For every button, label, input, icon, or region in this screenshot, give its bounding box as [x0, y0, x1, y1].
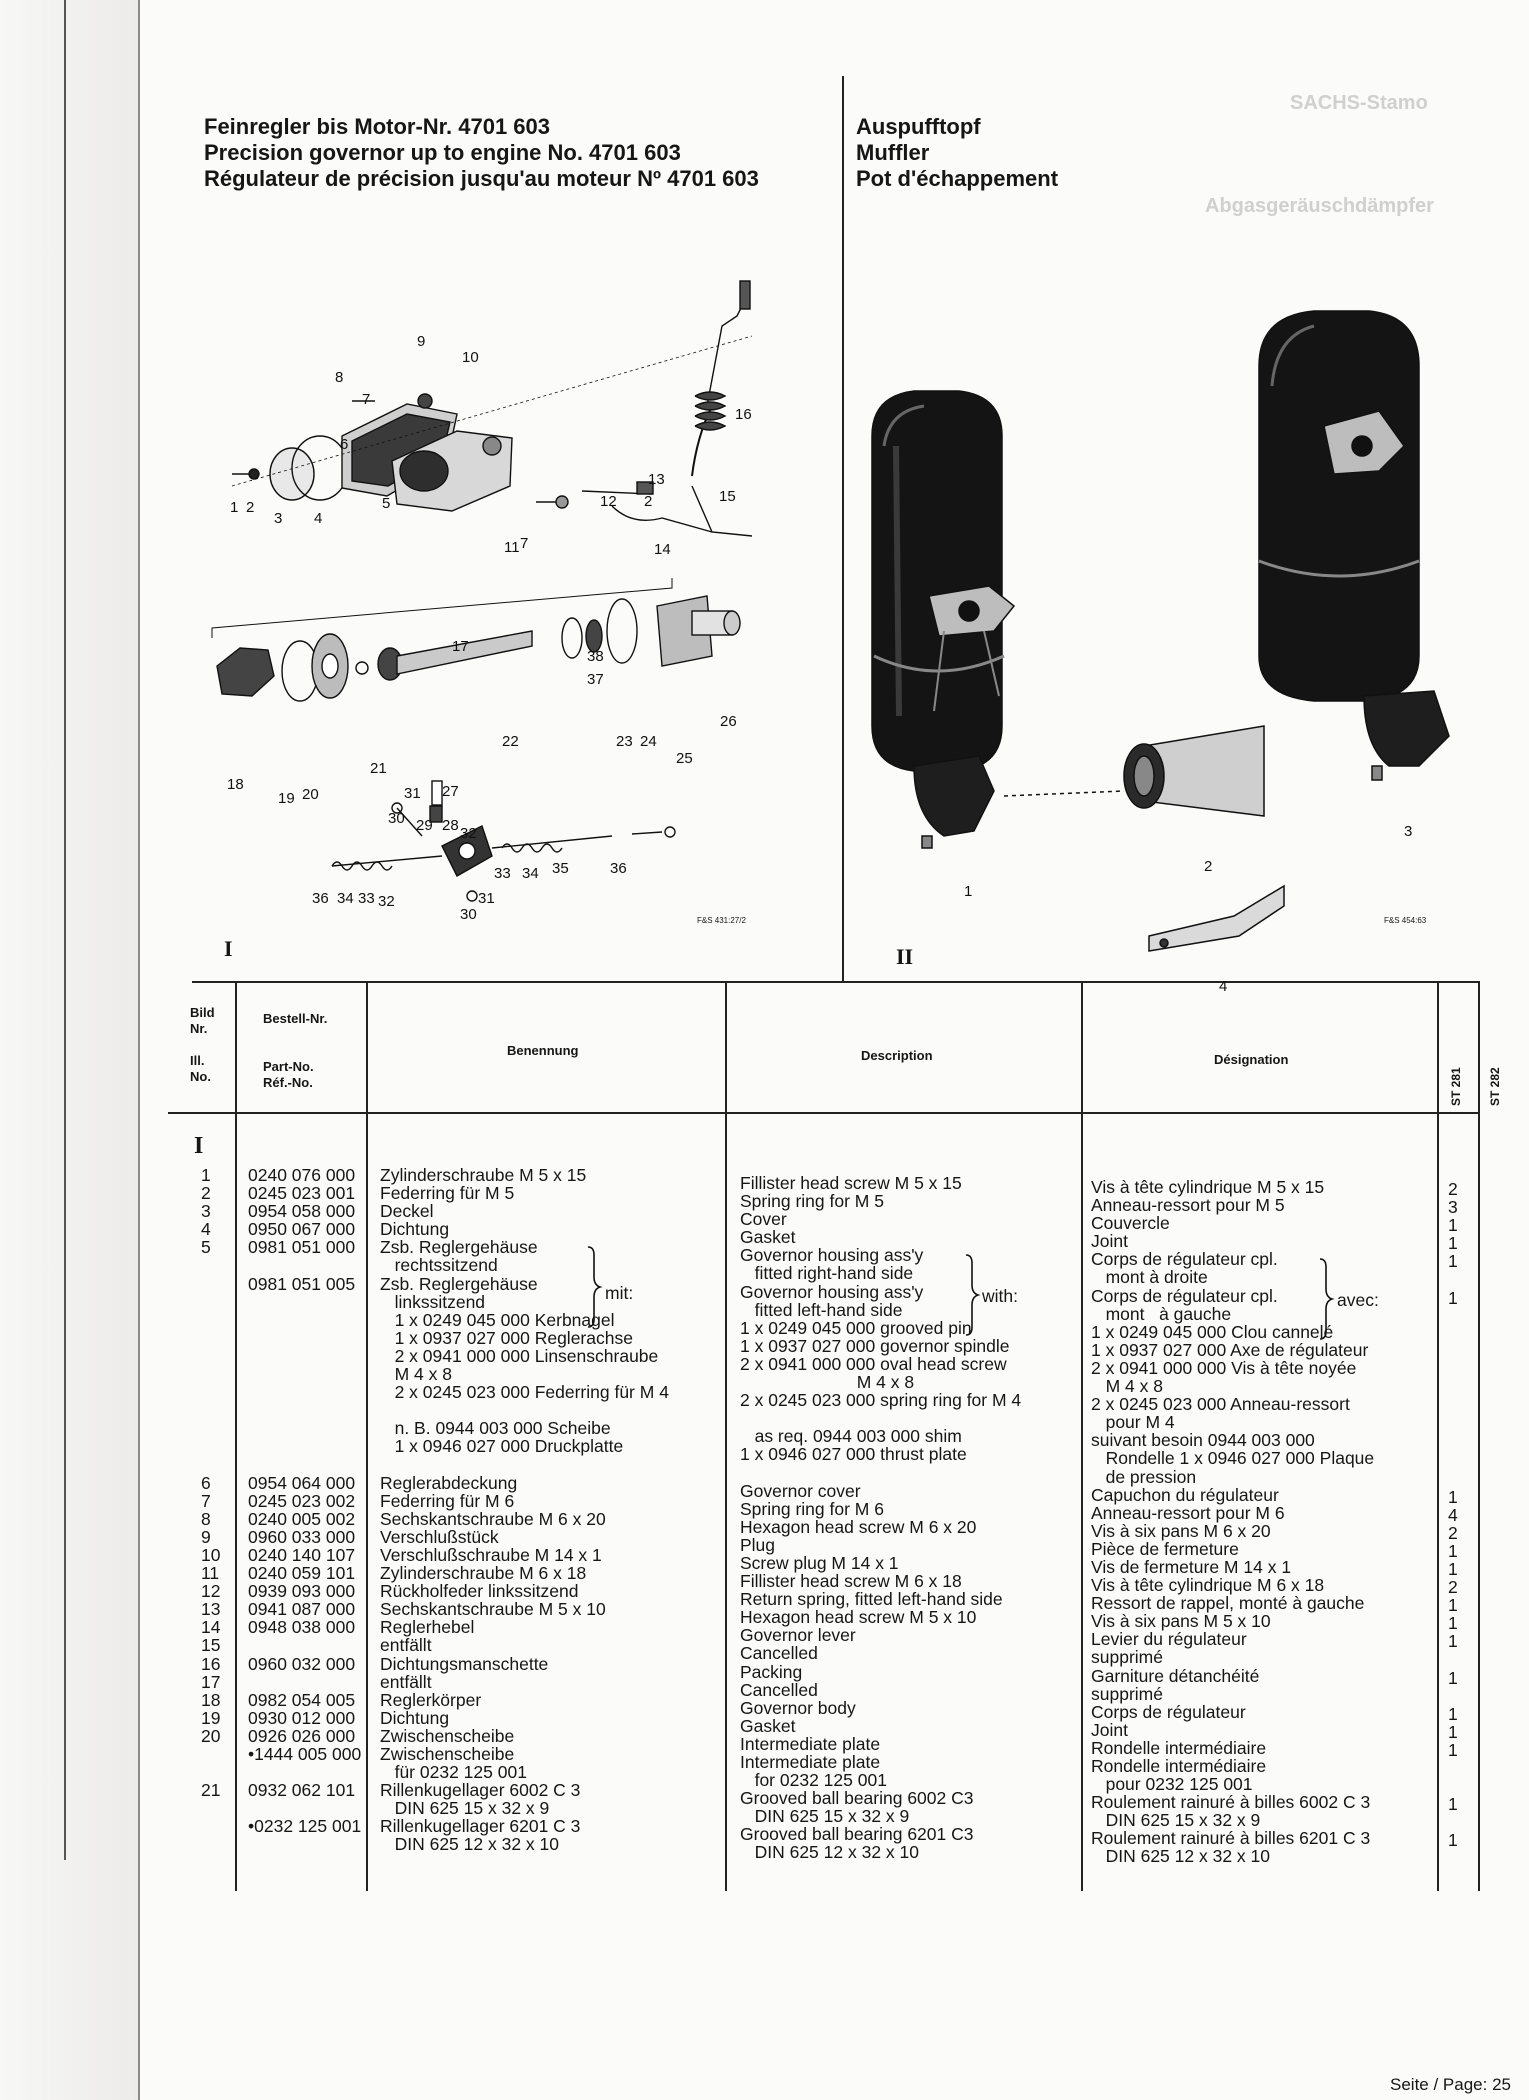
svg-text:32: 32: [460, 825, 477, 842]
svg-text:30: 30: [388, 810, 405, 827]
title-en: Muffler: [856, 140, 930, 165]
show-through-text: Abgasgeräuschdämpfer: [1205, 195, 1434, 217]
part-numbers: 0240 076 000 0245 023 001 0954 058 000 0950 067 000 0981 051 000 0981 051 005 0954 064 000 0245 023 002 0240 005 002 0960 033 000 0240 140 107 0240 059 101 0939 093 000 0941 087 000 0948 038 000 0960 032 000 0982 054 005 0930 012 000 0926 026 000 •1444 005 000 0932 062 101 •0232 125 001: [248, 1165, 362, 1837]
svg-text:3: 3: [274, 510, 283, 527]
svg-text:25: 25: [676, 750, 693, 767]
svg-text:4: 4: [1219, 978, 1228, 995]
title-de: Feinregler bis Motor-Nr. 4701 603: [204, 114, 551, 139]
svg-text:10: 10: [462, 349, 479, 366]
svg-text:17: 17: [452, 638, 469, 655]
figure-code: F&S 431:27/2: [697, 916, 746, 925]
svg-text:1: 1: [230, 499, 239, 516]
header-part-no: Bestell-Nr. Part-No. Réf.-No.: [263, 1011, 328, 1090]
svg-text:2: 2: [644, 493, 653, 510]
svg-text:31: 31: [478, 890, 495, 907]
svg-text:21: 21: [370, 760, 387, 777]
svg-text:20: 20: [302, 786, 319, 803]
figure-number: II: [896, 944, 914, 969]
svg-text:34: 34: [522, 865, 539, 882]
header-illustration-no: Bild Nr. Ill. No.: [190, 1005, 215, 1084]
svg-text:14: 14: [654, 541, 671, 558]
header-benennung: Benennung: [507, 1043, 579, 1058]
german-names: Zylinderschraube M 5 x 15 Federring für M 5 Deckel Dichtung Zsb. Reglergehäuse rechtssitzend Zsb. Reglergehäuse linkssitzend 1 x 0249 045 000 Kerbnagel 1 x 0937 027 000 Reglerachse 2 x 0941 000 000 Linsenschraube M 4 x 8 2 x 0245 023 000 Federring für M 4 n. B. 0944 003 000 Scheibe 1 x 0946 027 000 Druckplatte Reglerabdeckung Federring für M 6 Sechskantschraube M 6 x 20 Verschlußstück Verschlußschraube M 14 x 1 Zylinderschraube M 6 x 18 Rückholfeder linkssitzend Sechskantschraube M 5 x 10 Reglerhebel entfällt Dichtungsmanschette entfällt Reglerkörper Dichtung Zwischenscheibe Zwischenscheibe für 0232 125 001 Rillenkugellager 6002 C 3 DIN 625 15 x 32 x 9 Rillenkugellager 6201 C 3 DIN 625 12 x 32 x 10: [380, 1165, 669, 1855]
svg-text:2: 2: [246, 499, 255, 516]
svg-text:30: 30: [460, 906, 477, 923]
title-fr: Pot d'échappement: [856, 166, 1059, 191]
figure-code: F&S 454:63: [1384, 916, 1427, 925]
svg-text:22: 22: [502, 733, 519, 750]
svg-text:36: 36: [610, 860, 627, 877]
svg-text:16: 16: [735, 406, 752, 423]
page-number: Seite / Page: 25: [1390, 2075, 1511, 2094]
brace-label-with: with:: [982, 1286, 1018, 1306]
illustration-numbers: 1 2 3 4 5 6 7 8 9 10 11 12 13 14 15 16 17 18 19 20 21: [201, 1165, 221, 1801]
svg-text:24: 24: [640, 733, 657, 750]
header-st281: ST 281: [1449, 1067, 1463, 1106]
figure-number: I: [224, 936, 233, 961]
svg-text:9: 9: [417, 333, 426, 350]
brace-label-avec: avec:: [1337, 1290, 1379, 1310]
svg-text:13: 13: [648, 471, 665, 488]
svg-text:37: 37: [587, 671, 604, 688]
svg-text:7: 7: [520, 535, 529, 552]
svg-text:18: 18: [227, 776, 244, 793]
title-en: Precision governor up to engine No. 4701 603: [204, 140, 681, 165]
title-de: Auspufftopf: [856, 114, 981, 139]
svg-text:7: 7: [362, 391, 371, 408]
svg-text:27: 27: [442, 783, 459, 800]
svg-text:35: 35: [552, 860, 569, 877]
svg-text:11: 11: [504, 539, 520, 556]
svg-text:32: 32: [378, 893, 395, 910]
svg-text:6: 6: [340, 436, 349, 453]
header-st282: ST 282: [1488, 1067, 1502, 1106]
svg-text:5: 5: [382, 495, 391, 512]
svg-text:23: 23: [616, 733, 633, 750]
english-descriptions: Fillister head screw M 5 x 15 Spring ring for M 5 Cover Gasket Governor housing ass'y fitted right-hand side Governor housing ass'y fitted left-hand side 1 x 0249 045 000 grooved pin 1 x 0937 027 000 governor spindle 2 x 0941 000 000 oval head screw M 4 x 8 2 x 0245 023 000 spring ring for M 4 as req. 0944 003 000 shim 1 x 0946 027 000 thrust plate Governor cover Spring ring for M 6 Hexagon head screw M 6 x 20 Plug Screw plug M 14 x 1 Fillister head screw M 6 x 18 Return spring, fitted left-hand side Hexagon head screw M 5 x 10 Governor lever Cancelled Packing Cancelled Governor body Gasket Intermediate plate Intermediate plate for 0232 125 001 Grooved ball bearing 6002 C3 DIN 625 15 x 32 x 9 Grooved ball bearing 6201 C3 DIN 625 12 x 32 x 10: [740, 1173, 1022, 1863]
svg-text:12: 12: [600, 493, 617, 510]
brace-label-mit: mit:: [605, 1283, 634, 1303]
show-through-text: SACHS-Stamo: [1290, 92, 1428, 114]
svg-text:19: 19: [278, 790, 295, 807]
svg-text:33: 33: [358, 890, 375, 907]
svg-text:36: 36: [312, 890, 329, 907]
svg-text:2: 2: [1204, 858, 1213, 875]
svg-text:1: 1: [964, 883, 973, 900]
quantities-st281: 2 3 1 1 1 1 1 4 2 1 1 2 1 1 1 1 1 1 1 1 1: [1448, 1179, 1458, 1851]
section-marker: I: [194, 1133, 204, 1159]
svg-text:28: 28: [442, 817, 459, 834]
svg-text:33: 33: [494, 865, 511, 882]
header-designation: Désignation: [1214, 1052, 1289, 1067]
svg-text:26: 26: [720, 713, 737, 730]
svg-text:15: 15: [719, 488, 736, 505]
svg-text:8: 8: [335, 369, 344, 386]
svg-text:3: 3: [1404, 823, 1413, 840]
title-fr: Régulateur de précision jusqu'au moteur Nº 4701 603: [204, 166, 759, 191]
svg-text:29: 29: [416, 817, 433, 834]
french-designations: Vis à tête cylindrique M 5 x 15 Anneau-ressort pour M 5 Couvercle Joint Corps de régulateur cpl. mont à droite Corps de régulateur cpl. mont à gauche 1 x 0249 045 000 Clou cannelé 1 x 0937 027 000 Axe de régulateur 2 x 0941 000 000 Vis à tête noyée M 4 x 8 2 x 0245 023 000 Anneau-ressort pour M 4 suivant besoin 0944 003 000 Rondelle 1 x 0946 027 000 Plaque de pression Capuchon du régulateur Anneau-ressort pour M 6 Vis à six pans M 6 x 20 Pièce de fermeture Vis de fermeture M 14 x 1 Vis à tête cylindrique M 6 x 18 Ressort de rappel, monté à gauche Vis à six pans M 5 x 10 Levier du régulateur supprimé Garniture détanchéité supprimé Corps de régulateur Joint Rondelle intermédiaire Rondelle intermédiaire pour 0232 125 001 Roulement rainuré à billes 6002 C 3 DIN 625 15 x 32 x 9 Roulement rainuré à billes 6201 C 3 DIN 625 12 x 32 x 10: [1091, 1177, 1375, 1867]
header-description: Description: [861, 1048, 933, 1063]
svg-text:31: 31: [404, 785, 421, 802]
svg-text:38: 38: [587, 648, 604, 665]
svg-text:4: 4: [314, 510, 323, 527]
svg-text:34: 34: [337, 890, 354, 907]
